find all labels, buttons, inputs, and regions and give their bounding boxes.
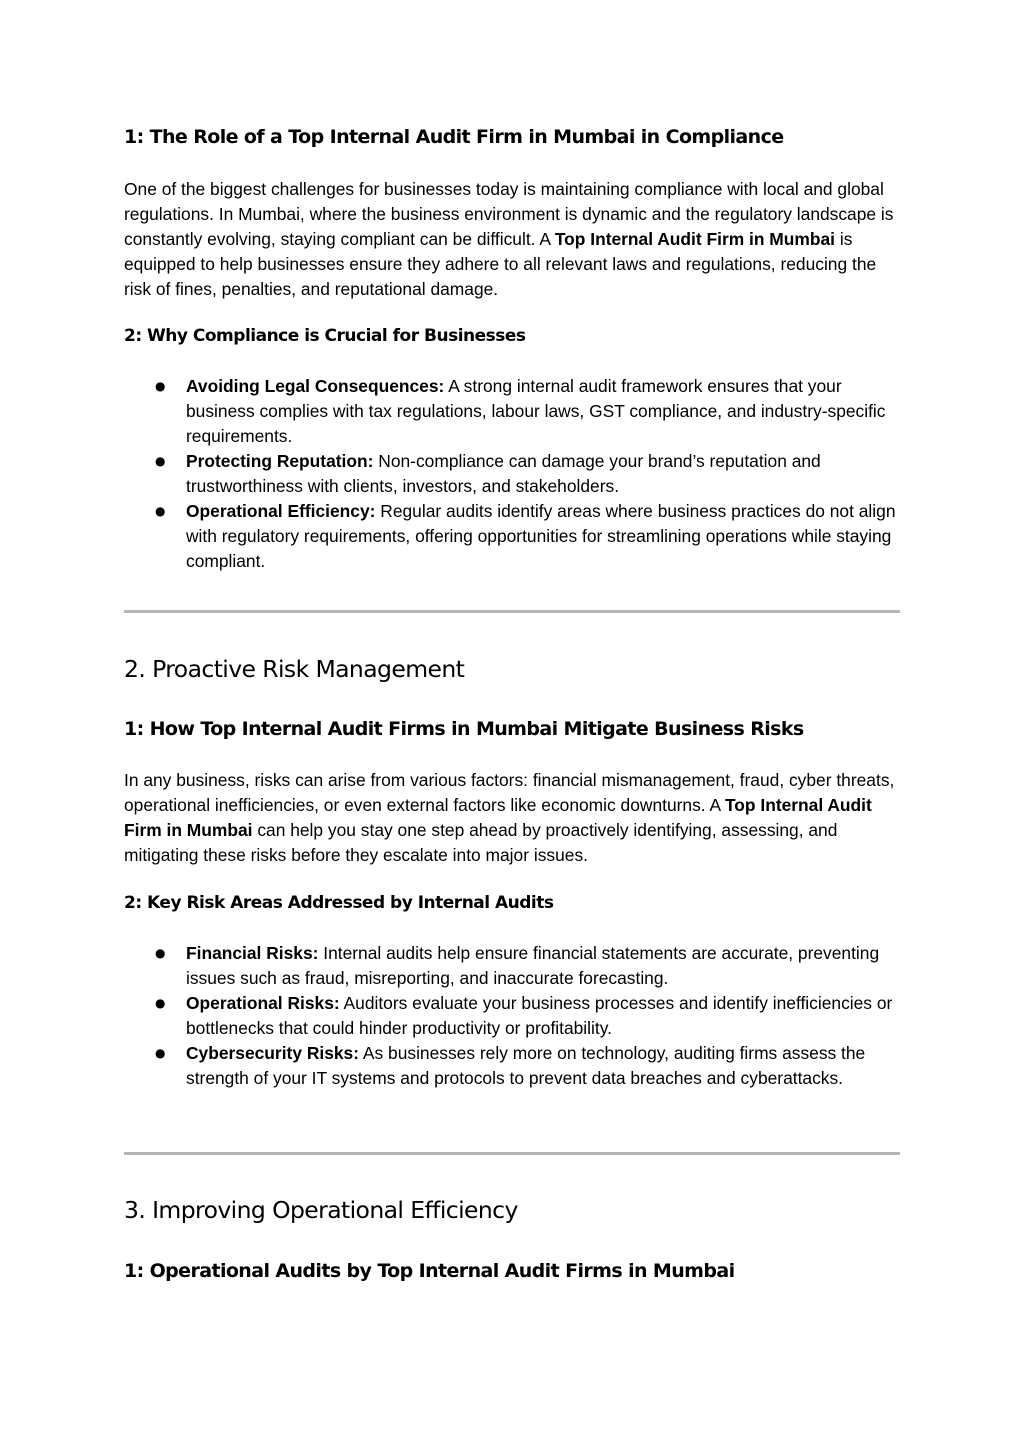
- key-risk-areas-subheading: 2: Key Risk Areas Addressed by Internal Audits: [124, 893, 554, 913]
- list-item: ● Cybersecurity Risks: As businesses rely more on technology, auditing firms assess the strength of your IT systems and protocols to prevent data breaches and cyberattacks.: [155, 1043, 866, 1088]
- section-divider: [124, 1152, 900, 1155]
- compliance-paragraph: One of the biggest challenges for businesses today is maintaining compliance with local and global regulations. In Mumbai, where the business environment is dynamic and the regulatory landscape is constantly evolving, staying compliant can be difficult. A Top Internal Audit Firm in Mumbai is equipped to help businesses ensure they adhere to all relevant laws and regulations, reducing the risk of fines, penalties, and reputational damage.: [124, 179, 894, 299]
- operational-audits-heading: 1: Operational Audits by Top Internal Audit Firms in Mumbai: [124, 1260, 735, 1282]
- bullet-icon: ●: [155, 1046, 166, 1060]
- list-item: ● Financial Risks: Internal audits help ensure financial statements are accurate, preventing issues such as fraud, misreporting, and inaccurate forecasting.: [155, 943, 880, 988]
- list-item: ● Operational Efficiency: Regular audits identify areas where business practices do not align with regulatory requirements, offering opportunities for streamlining operations while staying compliant.: [155, 501, 896, 571]
- risk-paragraph: In any business, risks can arise from various factors: financial mismanagement, fraud, cyber threats, operational inefficiencies, or even external factors like economic downturns. A Top Internal Audit Firm in Mumbai can help you stay one step ahead by proactively identifying, assessing, and mitigating these risks before they escalate into major issues.: [124, 770, 895, 865]
- mitigate-risks-heading: 1: How Top Internal Audit Firms in Mumbai Mitigate Business Risks: [124, 718, 804, 740]
- bullet-icon: ●: [155, 504, 166, 518]
- bullet-icon: ●: [155, 946, 166, 960]
- list-item: ● Operational Risks: Auditors evaluate your business processes and identify inefficiencies or bottlenecks that could hinder productivity or profitability.: [155, 993, 893, 1038]
- risk-bullet-list: [124, 941, 900, 1091]
- risk-management-title: 2. Proactive Risk Management: [124, 655, 465, 683]
- firm-name-highlight: Top Internal Audit Firm in Mumbai: [554, 229, 835, 249]
- bullet-icon: ●: [155, 454, 166, 468]
- firm-name-highlight: Top Internal Audit Firm in Mumbai: [124, 795, 872, 840]
- bullet-icon: ●: [155, 996, 166, 1010]
- compliance-crucial-subheading: 2: Why Compliance is Crucial for Businesses: [124, 326, 526, 346]
- compliance-bullet-list: [124, 374, 900, 574]
- operational-efficiency-title: 3. Improving Operational Efficiency: [124, 1196, 518, 1224]
- list-item: ● Avoiding Legal Consequences: A strong internal audit framework ensures that your business complies with tax regulations, labour laws, GST compliance, and industry-specific requirements.: [155, 376, 886, 446]
- compliance-role-heading: 1: The Role of a Top Internal Audit Firm in Mumbai in Compliance: [124, 126, 784, 148]
- list-item: ● Protecting Reputation: Non-compliance can damage your brand’s reputation and trustworthiness with clients, investors, and stakeholders.: [155, 451, 821, 496]
- section-divider: [124, 610, 900, 613]
- bullet-icon: ●: [155, 379, 166, 393]
